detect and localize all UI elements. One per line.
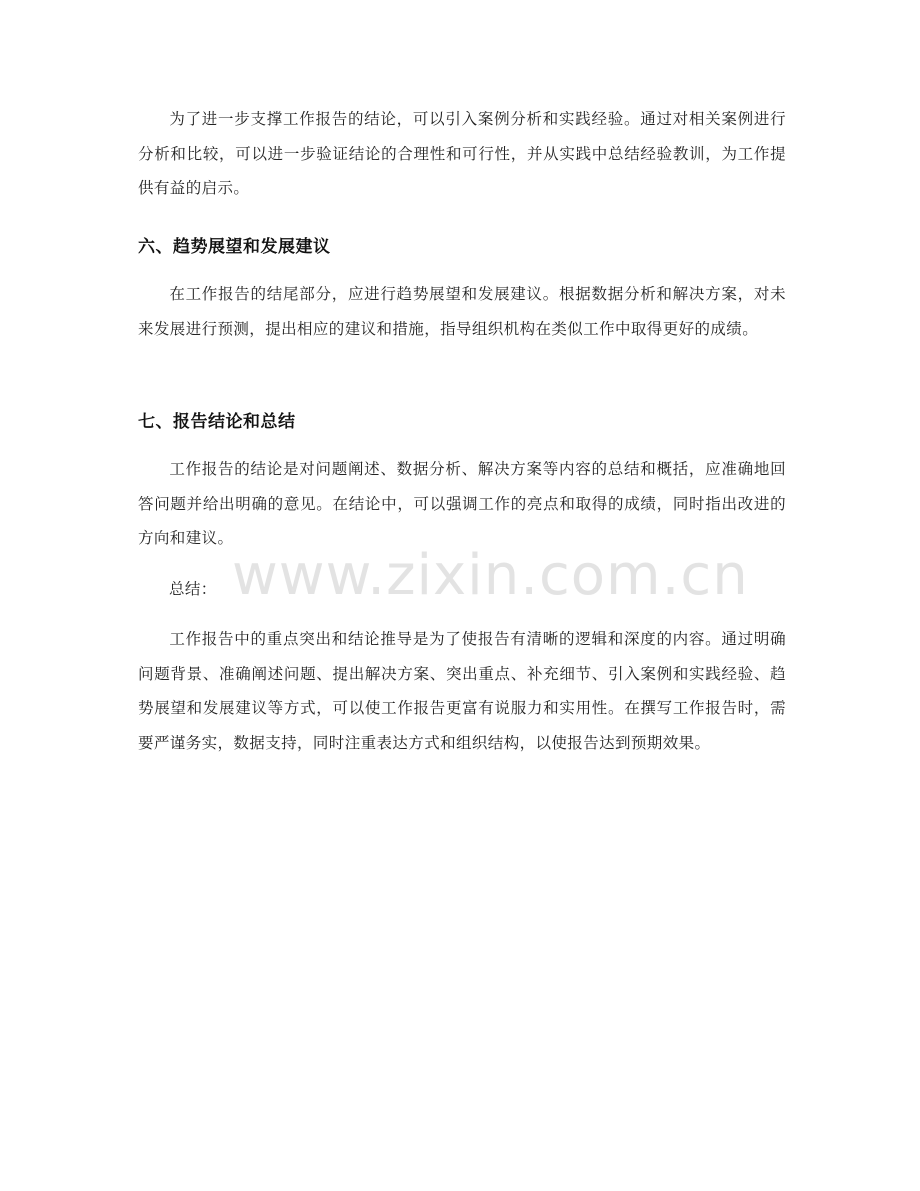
paragraph-text: 工作报告的结论是对问题阐述、数据分析、解决方案等内容的总结和概括，应准确地回答问题并给出明确的意见。在结论中，可以强调工作的亮点和取得的成绩，同时指出改进的方向和建议。 [138,460,786,547]
watermark: www.zixin.com.cn [232,543,749,608]
paragraph-conclusion [138,452,786,556]
paragraph-trend-outlook [138,277,786,346]
paragraph-case-analysis [138,102,786,206]
paragraph-text: 在工作报告的结尾部分，应进行趋势展望和发展建议。根据数据分析和解决方案，对未来发展进行预测，提出相应的建议和措施，指导组织机构在类似工作中取得更好的成绩。 [138,285,786,338]
paragraph-text: 为了进一步支撑工作报告的结论，可以引入案例分析和实践经验。通过对相关案例进行分析和比较，可以进一步验证结论的合理性和可行性，并从实践中总结经验教训，为工作提供有益的启示。 [138,110,786,197]
paragraph-summary [138,622,786,760]
summary-label: 总结： [169,580,217,598]
paragraph-text: 工作报告中的重点突出和结论推导是为了使报告有清晰的逻辑和深度的内容。通过明确问题背景、准确阐述问题、提出解决方案、突出重点、补充细节、引入案例和实践经验、趋势展望和发展建议等方式，可以使工作报告更富有说服力和实用性。在撰写工作报告时，需要严谨务实，数据支持，同时注重表达方式和组织结构，以使报告达到预期效果。 [138,630,786,752]
section-heading-six: 六、趋势展望和发展建议 [138,237,331,257]
section-heading-seven: 七、报告结论和总结 [138,412,296,432]
